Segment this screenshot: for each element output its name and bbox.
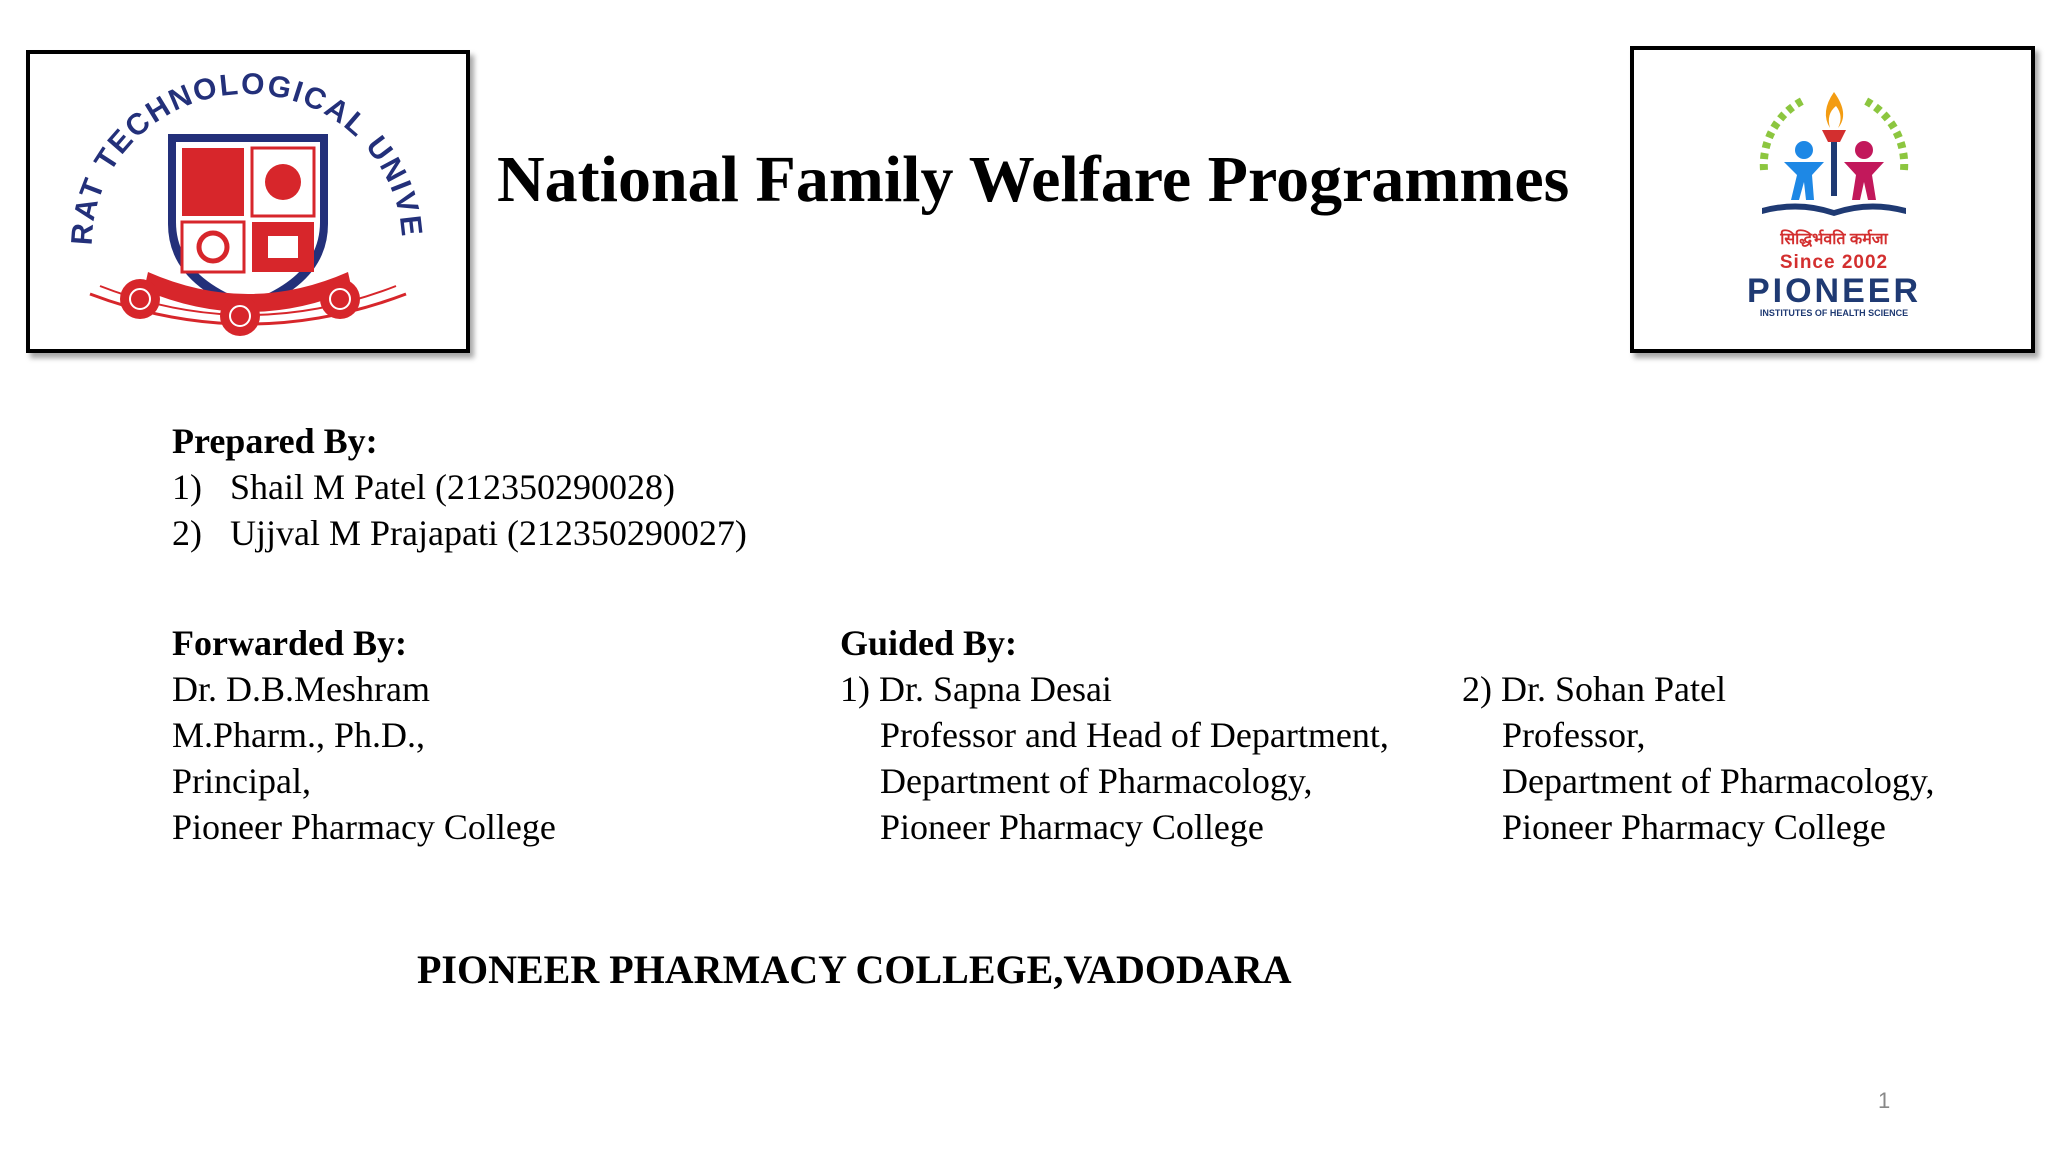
pioneer-tagline: सिद्धिर्भवति कर्मजा <box>1780 231 1888 248</box>
page-number: 1 <box>1878 1088 1891 1113</box>
guide-1-line: Department of Pharmacology, <box>880 761 1313 801</box>
page-title: National Family Welfare Programmes <box>497 143 1570 216</box>
college-name: PIONEER PHARMACY COLLEGE,VADODARA <box>417 947 1292 992</box>
pioneer-emblem-icon <box>1634 50 2031 349</box>
guide-2-line: Pioneer Pharmacy College <box>1502 807 1886 847</box>
forwarder-title: Principal, <box>172 761 311 801</box>
guide-1-name: 1) Dr. Sapna Desai <box>840 669 1112 709</box>
forwarder-college: Pioneer Pharmacy College <box>172 807 556 847</box>
list-item: 2) Ujjval M Prajapati (212350290027) <box>172 513 747 553</box>
prepared-by-heading: Prepared By: <box>172 421 378 461</box>
guide-2-line: Department of Pharmacology, <box>1502 761 1935 801</box>
guide-1-line: Professor and Head of Department, <box>880 715 1389 755</box>
pioneer-name: PIONEER <box>1746 272 1922 310</box>
guide-2-line: Professor, <box>1502 715 1646 755</box>
gtu-emblem-icon <box>30 54 466 349</box>
forwarder-name: Dr. D.B.Meshram <box>172 669 430 709</box>
gtu-logo <box>26 50 470 353</box>
pioneer-logo <box>1630 46 2035 353</box>
forwarded-by-heading: Forwarded By: <box>172 623 407 663</box>
guided-by-section <box>840 620 1389 850</box>
forwarded-by-section <box>172 620 556 850</box>
gtu-ring-text: RAT TECHNOLOGICAL UNIVE <box>65 67 429 247</box>
guide-2-name: 2) Dr. Sohan Patel <box>1462 669 1726 709</box>
list-item: 1) Shail M Patel (212350290028) <box>172 467 675 507</box>
guide-1-line: Pioneer Pharmacy College <box>880 807 1264 847</box>
prepared-by-section <box>172 418 747 556</box>
guide-2-section <box>1462 666 1935 850</box>
pioneer-subtitle: INSTITUTES OF HEALTH SCIENCE <box>1759 308 1909 318</box>
forwarder-degree: M.Pharm., Ph.D., <box>172 715 426 755</box>
guided-by-heading: Guided By: <box>840 623 1018 663</box>
pioneer-since: Since 2002 <box>1779 252 1889 273</box>
